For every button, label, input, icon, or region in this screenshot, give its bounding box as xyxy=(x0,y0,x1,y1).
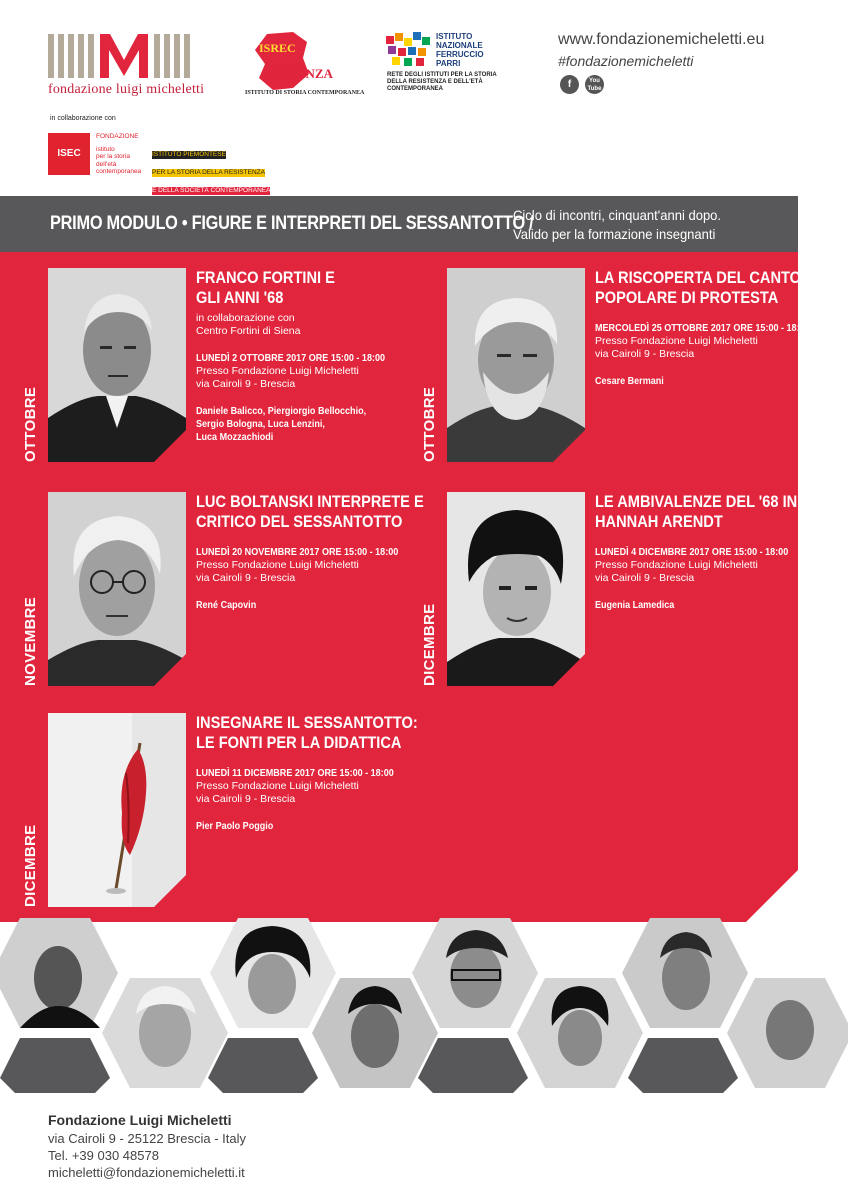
month-label: NOVEMBRE xyxy=(22,596,39,686)
event-title: LE AMBIVALENZE DEL '68 IN xyxy=(595,492,798,511)
piacenza-text: PIACENZA xyxy=(265,66,333,81)
collage-hex-grey xyxy=(418,1038,528,1093)
month-label: OTTOBRE xyxy=(22,386,39,462)
istituto-piemontese-logo xyxy=(152,143,292,203)
event-title: LA RISCOPERTA DEL CANTO xyxy=(595,268,802,287)
module-subtitle xyxy=(513,206,721,244)
event-place: Presso Fondazione Luigi Micheletti xyxy=(196,365,359,377)
isec-line: istituto xyxy=(96,145,115,153)
event-address: via Cairoli 9 - Brescia xyxy=(196,572,296,584)
isec-text xyxy=(96,133,141,176)
isec-line: FONDAZIONE xyxy=(96,133,139,140)
event-address: via Cairoli 9 - Brescia xyxy=(196,378,296,390)
hashtag: #fondazionemicheletti xyxy=(558,53,694,69)
isec-logo-box: ISEC xyxy=(48,133,90,175)
collage-hex-grey xyxy=(628,1038,738,1093)
photo-corner-cut xyxy=(154,430,186,462)
isrec-subtitle: ISTITUTO DI STORIA CONTEMPORANEA xyxy=(245,90,365,96)
event-title: FRANCO FORTINI E xyxy=(196,268,335,287)
isec-line: per la storia xyxy=(96,153,130,160)
isec-logo xyxy=(48,133,90,175)
month-label: DICEMBRE xyxy=(22,824,39,907)
event-speakers: Sergio Bologna, Luca Lenzini, xyxy=(196,418,325,430)
parri-line-2: NAZIONALE xyxy=(436,41,483,50)
month-label: DICEMBRE xyxy=(421,603,438,686)
event-title: LUC BOLTANSKI INTERPRETE E xyxy=(196,492,424,511)
module-title: PRIMO MODULO • FIGURE E INTERPRETI DEL SESSANTOTTO / xyxy=(50,213,534,234)
website-link[interactable]: www.fondazionemicheletti.eu xyxy=(558,31,765,48)
photo-corner-cut xyxy=(553,430,585,462)
event-place: Presso Fondazione Luigi Micheletti xyxy=(595,335,758,347)
event-speakers: Pier Paolo Poggio xyxy=(196,820,274,832)
collage-face xyxy=(34,946,82,1010)
event-title: INSEGNARE IL SESSANTOTTO: xyxy=(196,713,418,732)
event-speakers: Daniele Balicco, Piergiorgio Bellocchio, xyxy=(196,405,367,417)
collab-label: in collaborazione con xyxy=(50,115,116,122)
module-subtitle-line-2: Valido per la formazione insegnanti xyxy=(513,226,716,242)
event-date: LUNEDÌ 4 DICEMBRE 2017 ORE 15:00 - 18:00 xyxy=(595,546,789,558)
event-card xyxy=(595,492,830,612)
piem-line: ISTITUTO PIEMONTESE xyxy=(152,151,226,158)
photo-corner-cut xyxy=(553,654,585,686)
isrec-logo xyxy=(245,30,375,100)
event-place: Presso Fondazione Luigi Micheletti xyxy=(595,559,758,571)
event-address: via Cairoli 9 - Brescia xyxy=(595,572,695,584)
org-name: fondazione luigi micheletti xyxy=(48,82,205,97)
event-address: via Cairoli 9 - Brescia xyxy=(196,793,296,805)
youtube-icon[interactable]: You Tube xyxy=(585,75,604,94)
event-speakers: Eugenia Lamedica xyxy=(595,599,675,611)
month-label: OTTOBRE xyxy=(421,386,438,462)
collage-hex-grey xyxy=(0,1038,110,1093)
footer-phone: Tel. +39 030 48578 xyxy=(48,1148,159,1163)
event-place: Presso Fondazione Luigi Micheletti xyxy=(196,559,359,571)
footer-address: via Cairoli 9 - 25122 Brescia - Italy xyxy=(48,1131,246,1146)
event-card xyxy=(196,713,454,833)
photo-corner-cut xyxy=(154,654,186,686)
event-title: GLI ANNI '68 xyxy=(196,288,284,307)
event-date: LUNEDÌ 20 NOVEMBRE 2017 ORE 15:00 - 18:00 xyxy=(196,546,399,558)
event-place: Presso Fondazione Luigi Micheletti xyxy=(196,780,359,792)
event-title: CRITICO DEL SESSANTOTTO xyxy=(196,512,403,531)
event-date: MERCOLEDÌ 25 OTTOBRE 2017 ORE 15:00 - 18:00 xyxy=(595,322,810,334)
piem-line: PER LA STORIA DELLA RESISTENZA xyxy=(152,169,265,176)
isec-line: dell'età xyxy=(96,160,117,168)
event-title: POPOLARE DI PROTESTA xyxy=(595,288,779,307)
parri-line-3: FERRUCCIO xyxy=(436,50,484,59)
piem-line: E DELLA SOCIETÀ CONTEMPORANEA xyxy=(152,187,271,194)
event-title: HANNAH ARENDT xyxy=(595,512,723,531)
collage-hex-grey xyxy=(208,1038,318,1093)
portrait-collage xyxy=(0,918,848,1093)
photo-corner-cut xyxy=(154,875,186,907)
event-title: LE FONTI PER LA DIDATTICA xyxy=(196,733,402,752)
event-card xyxy=(196,268,416,444)
parri-line-4: PARRI xyxy=(436,59,461,68)
event-speakers: Luca Mozzachiodi xyxy=(196,431,274,443)
event-speakers: Cesare Bermani xyxy=(595,375,664,387)
event-address: via Cairoli 9 - Brescia xyxy=(595,348,695,360)
event-speakers: René Capovin xyxy=(196,599,257,611)
footer-email[interactable]: micheletti@fondazionemicheletti.it xyxy=(48,1165,245,1180)
module-subtitle-line-1: Ciclo di incontri, cinquant'anni dopo. xyxy=(513,207,722,223)
isec-line: contemporanea xyxy=(96,168,142,175)
parri-line-1: ISTITUTO xyxy=(436,32,473,41)
fondazione-micheletti-logo xyxy=(48,34,193,78)
event-date: LUNEDÌ 2 OTTOBRE 2017 ORE 15:00 - 18:00 xyxy=(196,352,386,364)
footer-org-name: Fondazione Luigi Micheletti xyxy=(48,1112,232,1128)
event-date: LUNEDÌ 11 DICEMBRE 2017 ORE 15:00 - 18:00 xyxy=(196,767,394,779)
event-card xyxy=(196,492,461,612)
isrec-text: ISREC xyxy=(259,41,296,55)
event-collab: Centro Fortini di Siena xyxy=(196,325,301,337)
event-card xyxy=(595,268,845,388)
parri-subtitle: RETE DEGLI ISTITUTI PER LA STORIA DELLA RESISTENZA E DELL'ETÀ CONTEMPORANEA xyxy=(387,72,497,92)
event-collab: in collaborazione con xyxy=(196,312,295,324)
facebook-icon[interactable]: f xyxy=(560,75,579,94)
